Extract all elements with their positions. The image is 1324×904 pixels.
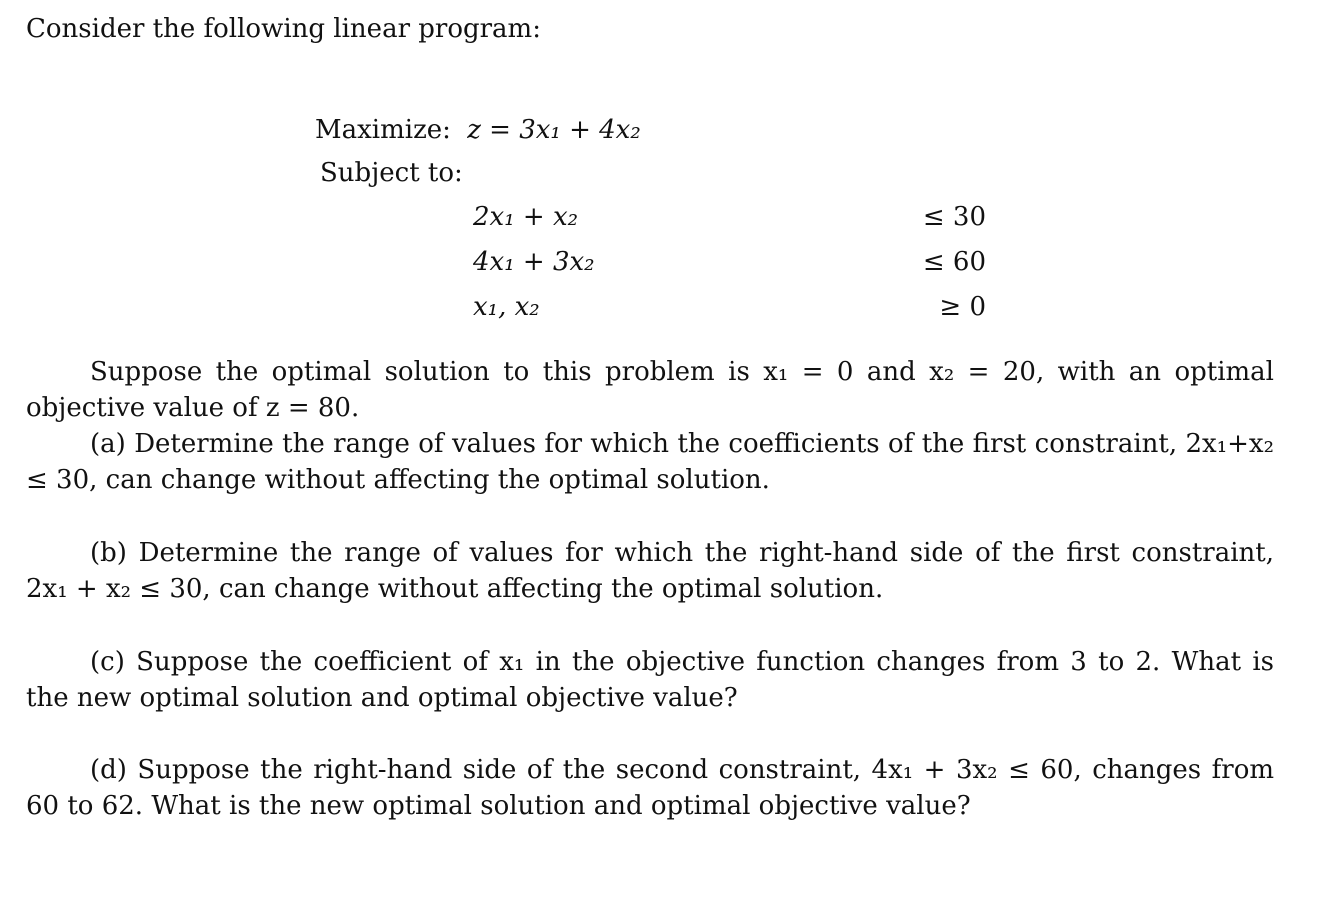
intro-text: Consider the following linear program: — [26, 14, 541, 44]
part-b-paragraph — [26, 535, 1274, 607]
objective-expression: z = 3x₁ + 4x₂ — [467, 115, 641, 145]
objective-row — [315, 113, 641, 147]
part-a-text: (a) Determine the range of values for which the coefficients of the first constraint, 2x₁+x₂ ≤ 30, can change without affecting the optimal solution. — [26, 429, 1274, 495]
constraint-1-rhs: ≤ 30 — [922, 202, 986, 232]
objective-label: Maximize: — [315, 115, 451, 145]
part-a-paragraph — [26, 426, 1274, 498]
part-c-paragraph — [26, 644, 1274, 716]
constraint-1-lhs: 2x₁ + x₂ — [473, 202, 579, 232]
part-c-text: (c) Suppose the coefficient of x₁ in the objective function changes from 3 to 2. What is the new optimal solution and optimal objective value? — [26, 647, 1274, 713]
subject-to-label: Subject to: — [320, 158, 463, 188]
suppose-paragraph — [26, 354, 1274, 426]
constraint-2-rhs: ≤ 60 — [922, 247, 986, 277]
part-d-paragraph — [26, 752, 1274, 824]
constraint-2-lhs: 4x₁ + 3x₂ — [473, 247, 595, 277]
part-b-text: (b) Determine the range of values for which the right-hand side of the first constraint, 2x₁ + x₂ ≤ 30, can change without affecting the optimal solution. — [26, 538, 1274, 604]
suppose-text: Suppose the optimal solution to this problem is x₁ = 0 and x₂ = 20, with an optimal objective value of z = 80. — [26, 357, 1274, 423]
part-d-text: (d) Suppose the right-hand side of the second constraint, 4x₁ + 3x₂ ≤ 60, changes from 60 to 62. What is the new optimal solution and optimal objective value? — [26, 755, 1274, 821]
constraint-3-rhs: ≥ 0 — [939, 292, 986, 322]
constraint-3-lhs: x₁, x₂ — [473, 292, 540, 322]
